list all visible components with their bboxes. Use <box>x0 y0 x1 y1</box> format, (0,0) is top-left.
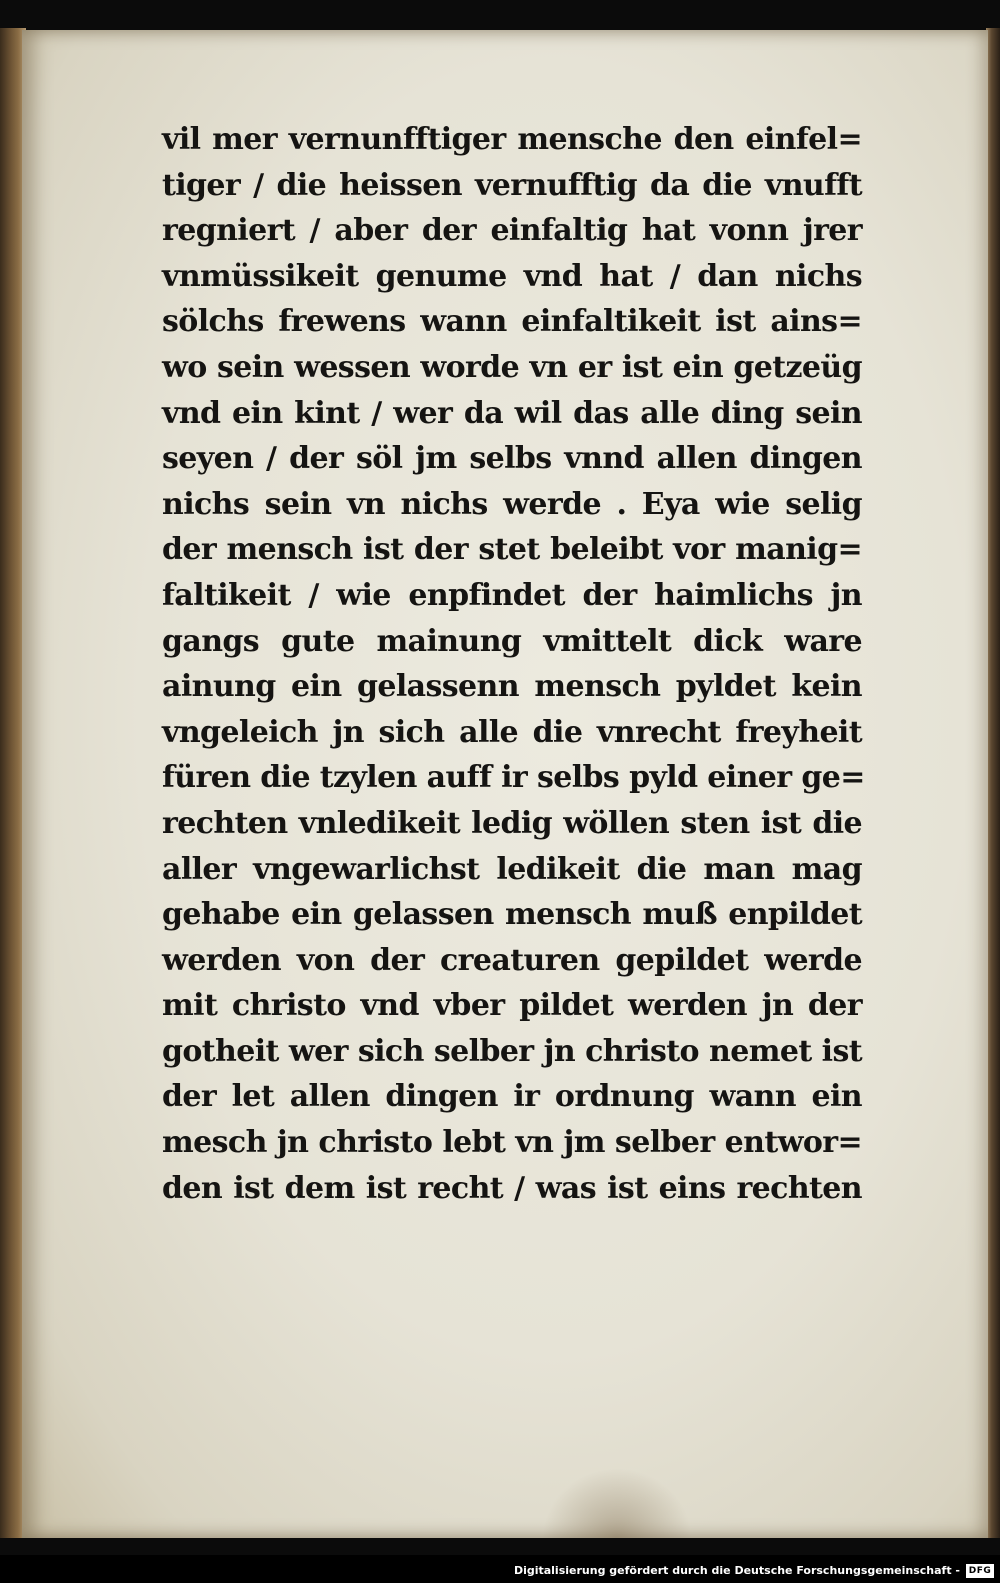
text-block <box>162 117 865 1211</box>
text-line: vil mer vernunfftiger mensche den einfel= <box>162 122 862 157</box>
dfg-logo: DFG <box>966 1564 994 1578</box>
text-line: werden von der creaturen gepildet werde <box>162 942 862 978</box>
text-line: wo sein wessen worde vn er ist ein getzeüg <box>162 349 862 385</box>
text-line: aller vngewarlichst ledikeit die man mag <box>162 851 862 887</box>
text-line: der let allen dingen ir ordnung wann ein <box>162 1079 862 1115</box>
text-line: sölchs frewens wann einfaltikeit ist ains= <box>162 304 862 340</box>
text-line: rechten vnledikeit ledig wöllen sten ist die <box>162 805 862 841</box>
text-line: mesch jn christo lebt vn jm selber entwor= <box>162 1125 862 1161</box>
text-line: nichs sein vn nichs werde . Eya wie selig <box>162 486 862 522</box>
text-line: füren die tzylen auff ir selbs pyld einer ge= <box>162 760 865 796</box>
text-line: regniert / aber der einfaltig hat vonn jrer <box>162 213 862 249</box>
text-line: gotheit wer sich selber jn christo nemet ist <box>162 1033 862 1069</box>
text-line: vnd ein kint / wer da wil das alle ding sein <box>162 395 862 431</box>
text-line: gangs gute mainung vmittelt dick ware <box>162 623 862 659</box>
text-line: den ist dem ist recht / was ist eins rechten <box>162 1170 862 1206</box>
page-stain <box>542 1468 692 1538</box>
footer-bar <box>0 1555 1000 1583</box>
text-line: vnmüssikeit genume vnd hat / dan nichs <box>162 258 862 294</box>
text-line: tiger / die heissen vernufftig da die vnufft <box>162 167 862 203</box>
text-line: seyen / der söl jm selbs vnnd allen dingen <box>162 441 862 477</box>
text-line: der mensch ist der stet beleibt vor manig= <box>162 532 862 568</box>
text-line: mit christo vnd vber pildet werden jn der <box>162 988 862 1024</box>
text-line: ainung ein gelassenn mensch pyldet kein <box>162 669 862 705</box>
book-edge-right <box>986 28 1000 1538</box>
funding-credit: Digitalisierung gefördert durch die Deutsche Forschungsgemeinschaft - <box>513 1564 960 1577</box>
text-line: faltikeit / wie enpfindet der haimlichs jn <box>162 577 862 613</box>
text-line: gehabe ein gelassen mensch muß enpildet <box>162 897 862 933</box>
text-line: vngeleich jn sich alle die vnrecht freyheit <box>162 714 862 750</box>
